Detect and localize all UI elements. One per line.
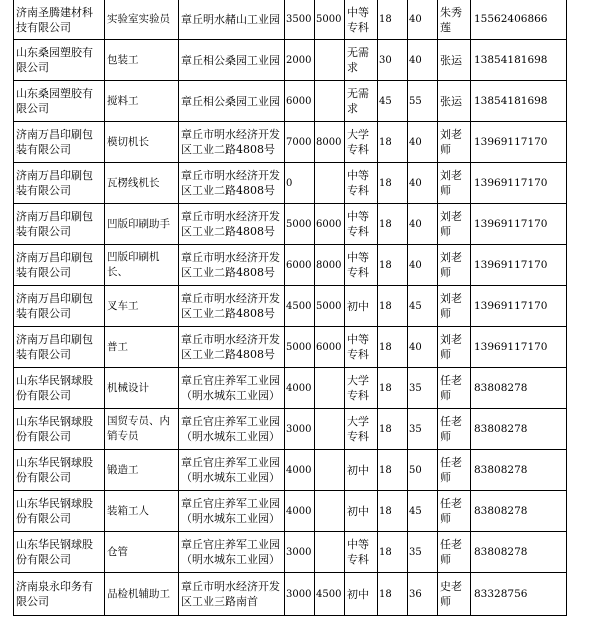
contact-cell: 张运: [438, 40, 471, 81]
position-cell: 实验室实验员: [105, 0, 179, 40]
contact-cell: 张运: [438, 81, 471, 122]
salary-max-cell: 6000: [315, 204, 345, 245]
age-max-cell: 35: [408, 532, 438, 573]
location-cell: 章丘官庄养军工业园（明水城东工业园）: [179, 532, 285, 573]
phone-cell: 13969117170: [471, 327, 567, 368]
age-min-cell: 18: [378, 327, 408, 368]
contact-cell: 任老师: [438, 368, 471, 409]
education-cell: 中等专科: [345, 0, 378, 40]
company-cell: 山东华民钢球股份有限公司: [14, 450, 105, 491]
position-cell: 瓦楞线机长: [105, 163, 179, 204]
table-row: [14, 409, 567, 450]
position-cell: 凹版印刷助手: [105, 204, 179, 245]
contact-cell: 刘老师: [438, 245, 471, 286]
age-max-cell: 40: [408, 204, 438, 245]
age-min-cell: 18: [378, 368, 408, 409]
position-cell: 仓管: [105, 532, 179, 573]
education-cell: 中等专科: [345, 327, 378, 368]
location-cell: 章丘市明水经济开发区工业二路4808号: [179, 204, 285, 245]
location-cell: 章丘市明水经济开发区工业二路4808号: [179, 286, 285, 327]
company-cell: 山东华民钢球股份有限公司: [14, 491, 105, 532]
age-max-cell: 45: [408, 286, 438, 327]
salary-max-cell: 6000: [315, 327, 345, 368]
table-row: [14, 245, 567, 286]
age-max-cell: 40: [408, 0, 438, 40]
location-cell: 章丘官庄养军工业园（明水城东工业园）: [179, 450, 285, 491]
age-max-cell: 45: [408, 491, 438, 532]
location-cell: 章丘市明水经济开发区工业二路4808号: [179, 245, 285, 286]
education-cell: 无需求: [345, 40, 378, 81]
position-cell: 锻造工: [105, 450, 179, 491]
company-cell: 济南泉永印务有限公司: [14, 573, 105, 616]
company-cell: 山东桑园塑胶有限公司: [14, 81, 105, 122]
contact-cell: 任老师: [438, 409, 471, 450]
company-cell: 山东华民钢球股份有限公司: [14, 409, 105, 450]
phone-cell: 83808278: [471, 409, 567, 450]
contact-cell: 朱秀莲: [438, 0, 471, 40]
age-min-cell: 18: [378, 122, 408, 163]
company-cell: 济南万昌印刷包装有限公司: [14, 122, 105, 163]
salary-min-cell: 0: [285, 163, 315, 204]
age-max-cell: 40: [408, 245, 438, 286]
table-row: [14, 0, 567, 40]
contact-cell: 任老师: [438, 450, 471, 491]
position-cell: 凹版印刷机长、: [105, 245, 179, 286]
phone-cell: 83328756: [471, 573, 567, 616]
company-cell: 山东桑园塑胶有限公司: [14, 40, 105, 81]
salary-min-cell: 4000: [285, 450, 315, 491]
age-min-cell: 18: [378, 163, 408, 204]
table-row: [14, 122, 567, 163]
salary-max-cell: [315, 368, 345, 409]
table-row: [14, 491, 567, 532]
position-cell: 普工: [105, 327, 179, 368]
phone-cell: 13969117170: [471, 245, 567, 286]
phone-cell: 83808278: [471, 491, 567, 532]
age-min-cell: 18: [378, 573, 408, 616]
table-row: [14, 573, 567, 616]
salary-min-cell: 3000: [285, 532, 315, 573]
age-max-cell: 40: [408, 122, 438, 163]
salary-min-cell: 6000: [285, 245, 315, 286]
company-cell: 济南万昌印刷包装有限公司: [14, 327, 105, 368]
age-min-cell: 45: [378, 81, 408, 122]
salary-min-cell: 4000: [285, 491, 315, 532]
contact-cell: 刘老师: [438, 122, 471, 163]
location-cell: 章丘明水赭山工业园: [179, 0, 285, 40]
position-cell: 搅料工: [105, 81, 179, 122]
location-cell: 章丘官庄养军工业园（明水城东工业园）: [179, 368, 285, 409]
position-cell: 包装工: [105, 40, 179, 81]
phone-cell: 13969117170: [471, 122, 567, 163]
phone-cell: 83808278: [471, 368, 567, 409]
salary-min-cell: 4500: [285, 286, 315, 327]
education-cell: 初中: [345, 286, 378, 327]
age-min-cell: 18: [378, 286, 408, 327]
age-max-cell: 50: [408, 450, 438, 491]
position-cell: 叉车工: [105, 286, 179, 327]
salary-max-cell: [315, 450, 345, 491]
education-cell: 中等专科: [345, 245, 378, 286]
salary-min-cell: 3000: [285, 409, 315, 450]
salary-min-cell: 5000: [285, 204, 315, 245]
salary-max-cell: 5000: [315, 0, 345, 40]
table-row: [14, 368, 567, 409]
table-row: [14, 450, 567, 491]
phone-cell: 13969117170: [471, 286, 567, 327]
age-max-cell: 36: [408, 573, 438, 616]
salary-max-cell: [315, 163, 345, 204]
salary-max-cell: 8000: [315, 245, 345, 286]
education-cell: 中等专科: [345, 204, 378, 245]
age-max-cell: 35: [408, 409, 438, 450]
contact-cell: 刘老师: [438, 204, 471, 245]
salary-max-cell: [315, 40, 345, 81]
salary-max-cell: 4500: [315, 573, 345, 616]
education-cell: 初中: [345, 573, 378, 616]
education-cell: 无需求: [345, 81, 378, 122]
salary-max-cell: [315, 532, 345, 573]
salary-max-cell: [315, 81, 345, 122]
company-cell: 济南万昌印刷包装有限公司: [14, 163, 105, 204]
salary-max-cell: 5000: [315, 286, 345, 327]
location-cell: 章丘相公桑园工业园: [179, 81, 285, 122]
location-cell: 章丘相公桑园工业园: [179, 40, 285, 81]
contact-cell: 刘老师: [438, 286, 471, 327]
position-cell: 模切机长: [105, 122, 179, 163]
location-cell: 章丘市明水经济开发区工业三路南首: [179, 573, 285, 616]
age-min-cell: 18: [378, 204, 408, 245]
phone-cell: 13969117170: [471, 163, 567, 204]
contact-cell: 任老师: [438, 491, 471, 532]
age-min-cell: 18: [378, 245, 408, 286]
age-min-cell: 18: [378, 0, 408, 40]
salary-min-cell: 7000: [285, 122, 315, 163]
education-cell: 初中: [345, 491, 378, 532]
age-max-cell: 40: [408, 327, 438, 368]
table-row: [14, 327, 567, 368]
location-cell: 章丘官庄养军工业园（明水城东工业园）: [179, 491, 285, 532]
phone-cell: 83808278: [471, 532, 567, 573]
age-max-cell: 40: [408, 163, 438, 204]
contact-cell: 刘老师: [438, 327, 471, 368]
salary-min-cell: 3000: [285, 573, 315, 616]
location-cell: 章丘市明水经济开发区工业二路4808号: [179, 122, 285, 163]
company-cell: 济南万昌印刷包装有限公司: [14, 245, 105, 286]
age-min-cell: 18: [378, 491, 408, 532]
age-min-cell: 18: [378, 532, 408, 573]
table-row: [14, 532, 567, 573]
age-min-cell: 18: [378, 450, 408, 491]
position-cell: 机械设计: [105, 368, 179, 409]
table-row: [14, 286, 567, 327]
phone-cell: 15562406866: [471, 0, 567, 40]
salary-min-cell: 6000: [285, 81, 315, 122]
education-cell: 大学专科: [345, 409, 378, 450]
phone-cell: 13854181698: [471, 81, 567, 122]
location-cell: 章丘市明水经济开发区工业二路4808号: [179, 327, 285, 368]
salary-min-cell: 4000: [285, 368, 315, 409]
salary-min-cell: 2000: [285, 40, 315, 81]
contact-cell: 任老师: [438, 532, 471, 573]
salary-min-cell: 3500: [285, 0, 315, 40]
company-cell: 山东华民钢球股份有限公司: [14, 368, 105, 409]
table-row: [14, 204, 567, 245]
education-cell: 大学专科: [345, 368, 378, 409]
education-cell: 中等专科: [345, 532, 378, 573]
salary-max-cell: 8000: [315, 122, 345, 163]
company-cell: 山东华民钢球股份有限公司: [14, 532, 105, 573]
position-cell: 装箱工人: [105, 491, 179, 532]
phone-cell: 13969117170: [471, 204, 567, 245]
company-cell: 济南万昌印刷包装有限公司: [14, 286, 105, 327]
salary-min-cell: 5000: [285, 327, 315, 368]
company-cell: 济南圣腾建材科技有限公司: [14, 0, 105, 40]
education-cell: 大学专科: [345, 122, 378, 163]
position-cell: 品检机辅助工: [105, 573, 179, 616]
age-max-cell: 40: [408, 40, 438, 81]
age-min-cell: 30: [378, 40, 408, 81]
education-cell: 初中: [345, 450, 378, 491]
contact-cell: 刘老师: [438, 163, 471, 204]
job-listing-table: [13, 0, 567, 616]
position-cell: 国贸专员、内销专员: [105, 409, 179, 450]
age-min-cell: 18: [378, 409, 408, 450]
phone-cell: 13854181698: [471, 40, 567, 81]
age-max-cell: 55: [408, 81, 438, 122]
location-cell: 章丘官庄养军工业园（明水城东工业园）: [179, 409, 285, 450]
phone-cell: 83808278: [471, 450, 567, 491]
salary-max-cell: [315, 491, 345, 532]
company-cell: 济南万昌印刷包装有限公司: [14, 204, 105, 245]
age-max-cell: 35: [408, 368, 438, 409]
salary-max-cell: [315, 409, 345, 450]
education-cell: 中等专科: [345, 163, 378, 204]
table-row: [14, 40, 567, 81]
table-row: [14, 81, 567, 122]
contact-cell: 史老师: [438, 573, 471, 616]
location-cell: 章丘市明水经济开发区工业二路4808号: [179, 163, 285, 204]
table-row: [14, 163, 567, 204]
